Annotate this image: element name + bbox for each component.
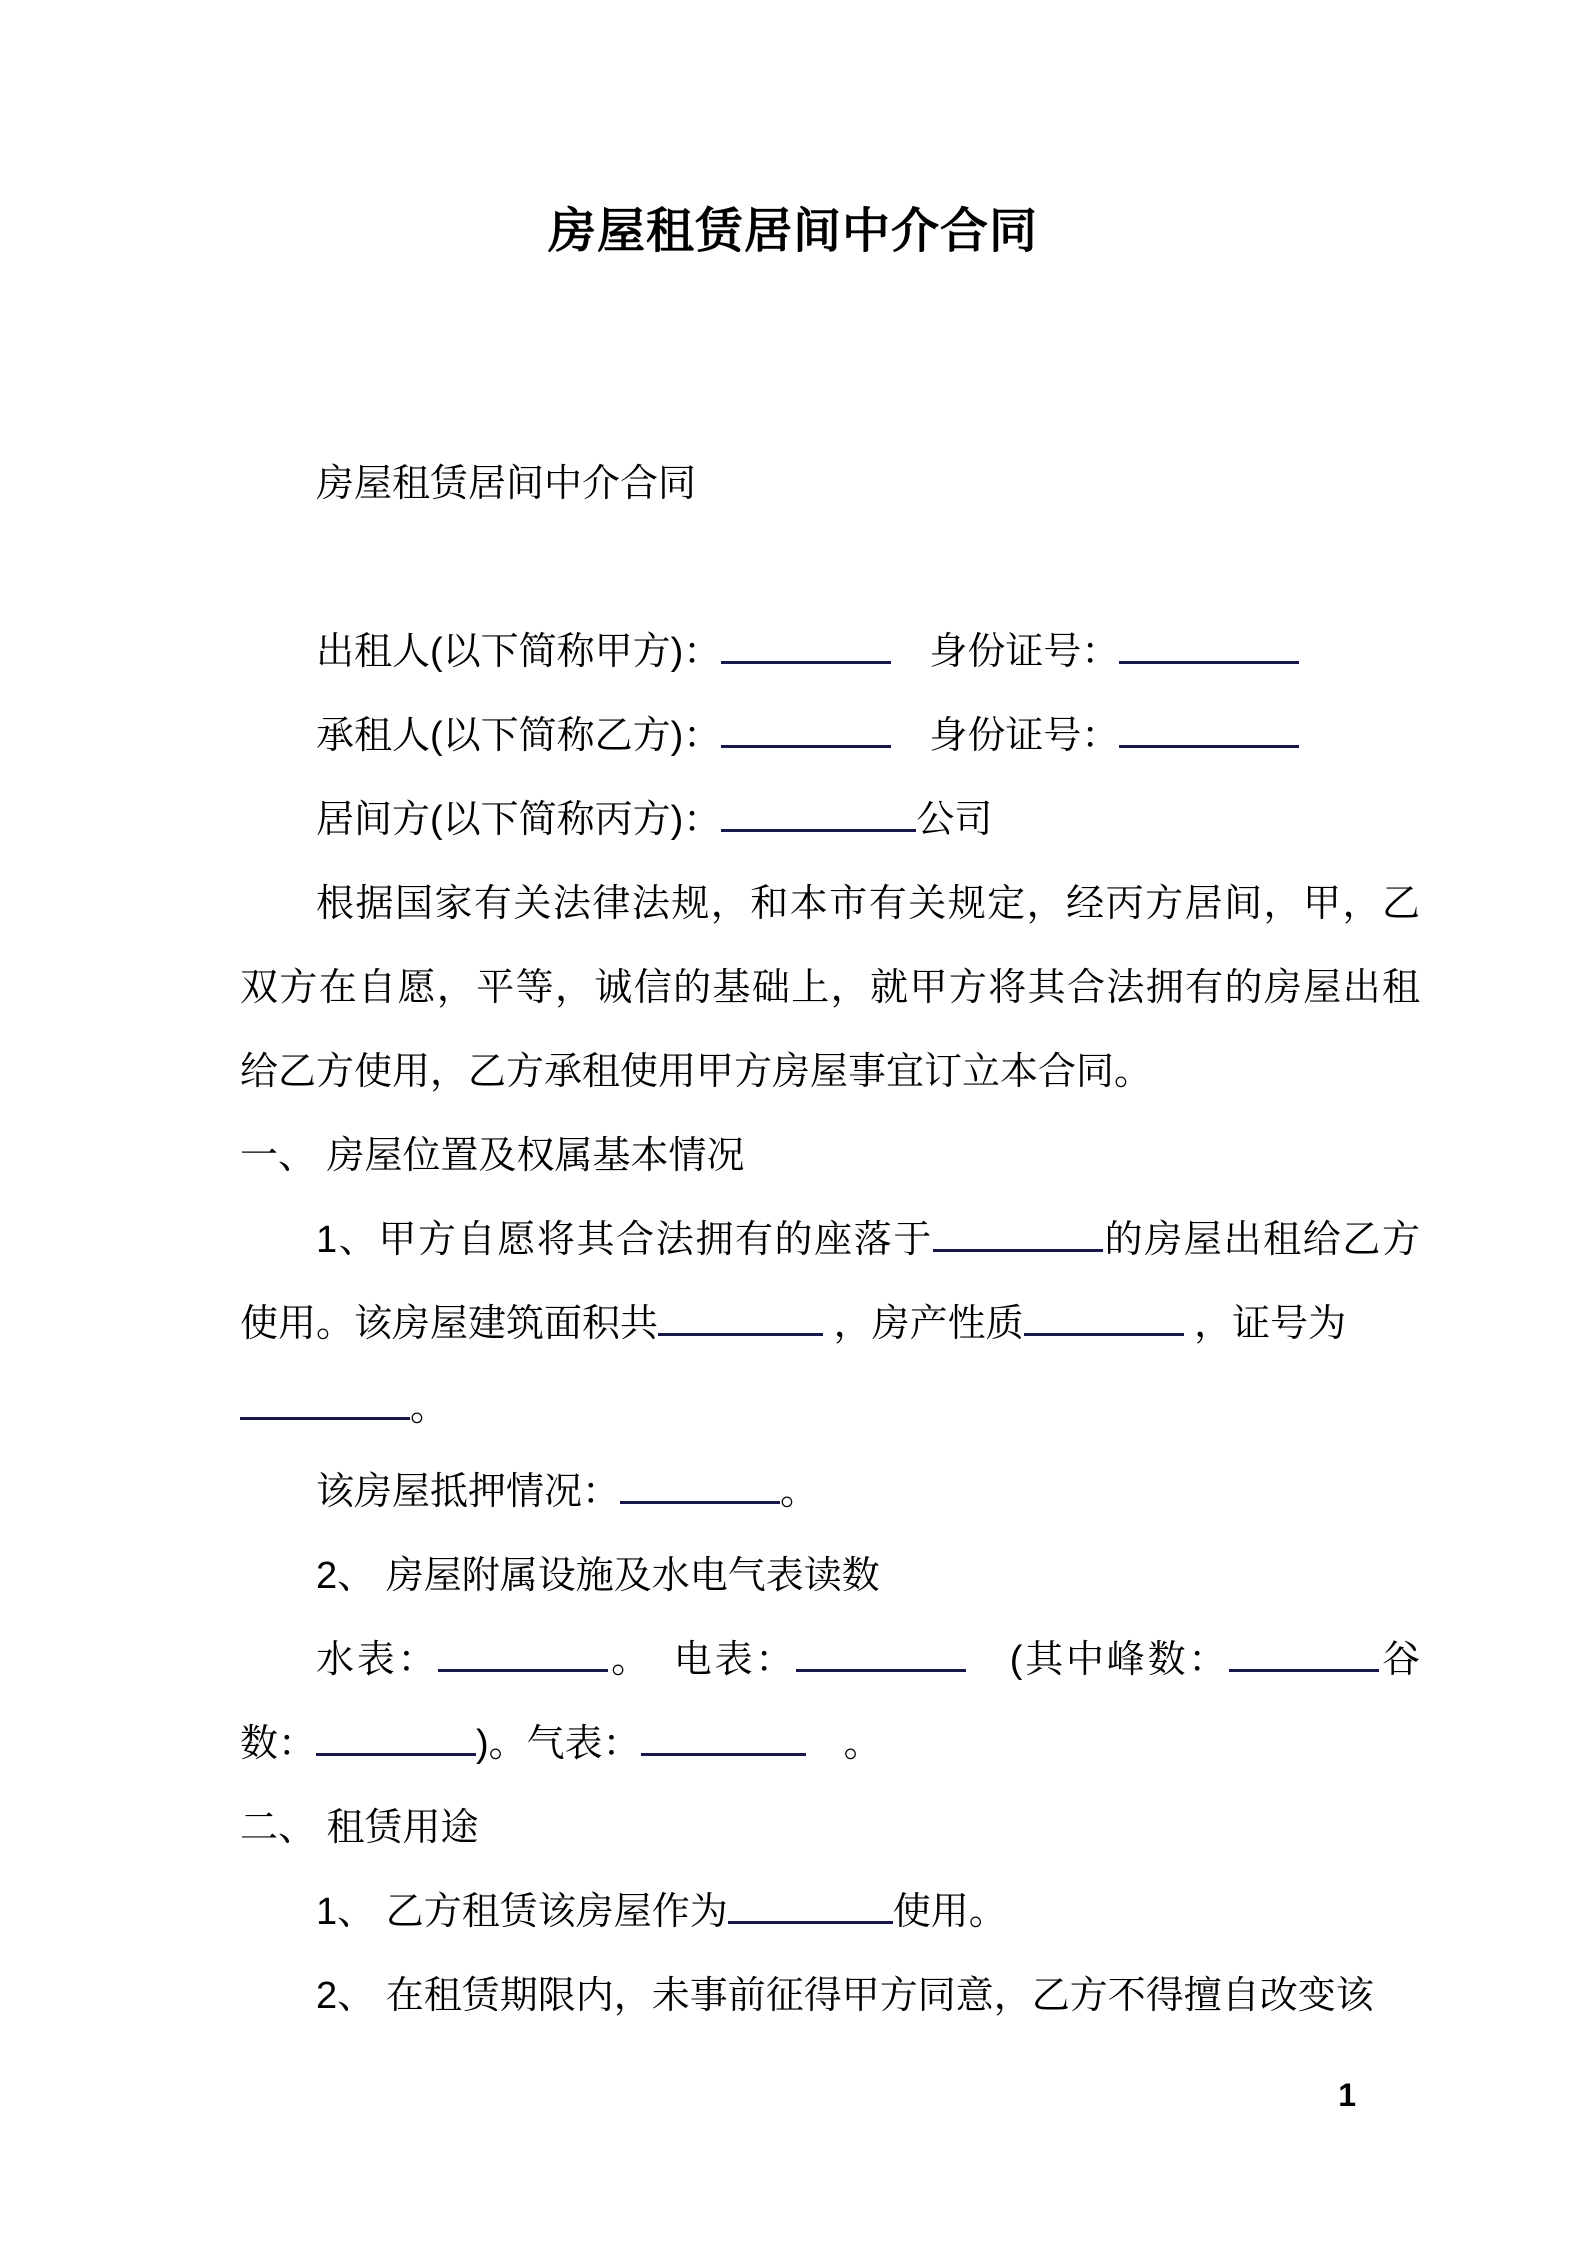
text-segment: 。 xyxy=(780,1471,819,1513)
subtitle xyxy=(240,442,1420,526)
blank-field xyxy=(240,1385,410,1420)
text-segment: 身份证号： xyxy=(891,715,1120,757)
blank-field xyxy=(728,1889,893,1924)
blank-field xyxy=(316,1721,476,1756)
text-segment: 给乙方使用，乙方承租使用甲方房屋事宜订立本合同。 xyxy=(240,1051,1153,1093)
text-segment: 2、 房屋附属设施及水电气表读数 xyxy=(316,1555,880,1597)
clause-1-2 xyxy=(240,1534,1420,1618)
text-segment: ，房产性质 xyxy=(823,1303,1024,1345)
text-segment: 1、甲方自愿将其合法拥有的座落于 xyxy=(316,1219,934,1261)
text-segment: 根据国家有关法律法规，和本市有关规定，经丙方居间，甲，乙 xyxy=(316,883,1420,925)
text-segment: 。 xyxy=(410,1387,449,1429)
blank-field xyxy=(641,1721,806,1756)
meters-line-1 xyxy=(240,1618,1420,1702)
text-segment: 水表： xyxy=(316,1639,439,1681)
text-segment: 1、 乙方租赁该房屋作为 xyxy=(316,1891,728,1933)
agent-line xyxy=(240,778,1420,862)
text-segment: 一、 房屋位置及权属基本情况 xyxy=(240,1135,745,1177)
text-segment: 。 xyxy=(805,1723,882,1765)
lessee-line xyxy=(240,694,1420,778)
text-segment: 二、 租赁用途 xyxy=(240,1807,479,1849)
blank-field xyxy=(1119,629,1299,664)
text-segment: 双方在自愿，平等，诚信的基础上，就甲方将其合法拥有的房屋出租 xyxy=(240,967,1420,1009)
blank-field xyxy=(1024,1301,1184,1336)
text-segment: 公司 xyxy=(916,799,993,841)
text-segment: 该房屋抵押情况： xyxy=(316,1471,621,1513)
text-segment: 身份证号： xyxy=(891,631,1120,673)
text-segment: 使用。 xyxy=(892,1891,1007,1933)
clause-1-1-line-1 xyxy=(240,1198,1420,1282)
section-1-heading xyxy=(240,1114,1420,1198)
blank-field xyxy=(1229,1637,1379,1672)
text-segment: (其中峰数： xyxy=(966,1639,1230,1681)
text-segment: 承租人(以下简称乙方)： xyxy=(316,715,722,757)
text-segment: )。气表： xyxy=(476,1723,641,1765)
clause-2-1 xyxy=(240,1870,1420,1954)
text-segment: 2、 在租赁期限内，未事前征得甲方同意，乙方不得擅自改变该 xyxy=(316,1975,1374,2017)
clause-1-1-line-3 xyxy=(240,1366,1420,1450)
mortgage-line xyxy=(240,1450,1420,1534)
blank-field xyxy=(620,1469,780,1504)
page-number: 1 xyxy=(1338,2077,1356,2113)
section-2-heading xyxy=(240,1786,1420,1870)
blank-field xyxy=(1119,713,1299,748)
text-segment: 数： xyxy=(240,1723,317,1765)
document-title: 房屋租赁居间中介合同 xyxy=(547,205,1038,258)
preamble-line-3 xyxy=(240,1030,1420,1114)
text-segment: 。 电表： xyxy=(608,1639,797,1681)
preamble-line-2 xyxy=(240,946,1420,1030)
text-segment: 谷 xyxy=(1379,1639,1420,1681)
blank-field xyxy=(721,713,891,748)
blank-field xyxy=(933,1217,1103,1252)
blank-field xyxy=(658,1301,823,1336)
blank-field xyxy=(721,797,916,832)
lessor-line xyxy=(240,610,1420,694)
blank-field xyxy=(438,1637,608,1672)
text-segment: 的房屋出租给乙方 xyxy=(1103,1219,1420,1261)
text-segment: 出租人(以下简称甲方)： xyxy=(316,631,722,673)
text-segment: ，证号为 xyxy=(1183,1303,1347,1345)
text-segment: 使用。该房屋建筑面积共 xyxy=(240,1303,659,1345)
preamble-line-1 xyxy=(240,862,1420,946)
text-segment: 房屋租赁居间中介合同 xyxy=(316,463,697,505)
blank-field xyxy=(796,1637,966,1672)
text-segment: 居间方(以下简称丙方)： xyxy=(316,799,722,841)
blank-field xyxy=(721,629,891,664)
meters-line-2 xyxy=(240,1702,1420,1786)
clause-2-2 xyxy=(240,1954,1420,2038)
clause-1-1-line-2 xyxy=(240,1282,1420,1366)
